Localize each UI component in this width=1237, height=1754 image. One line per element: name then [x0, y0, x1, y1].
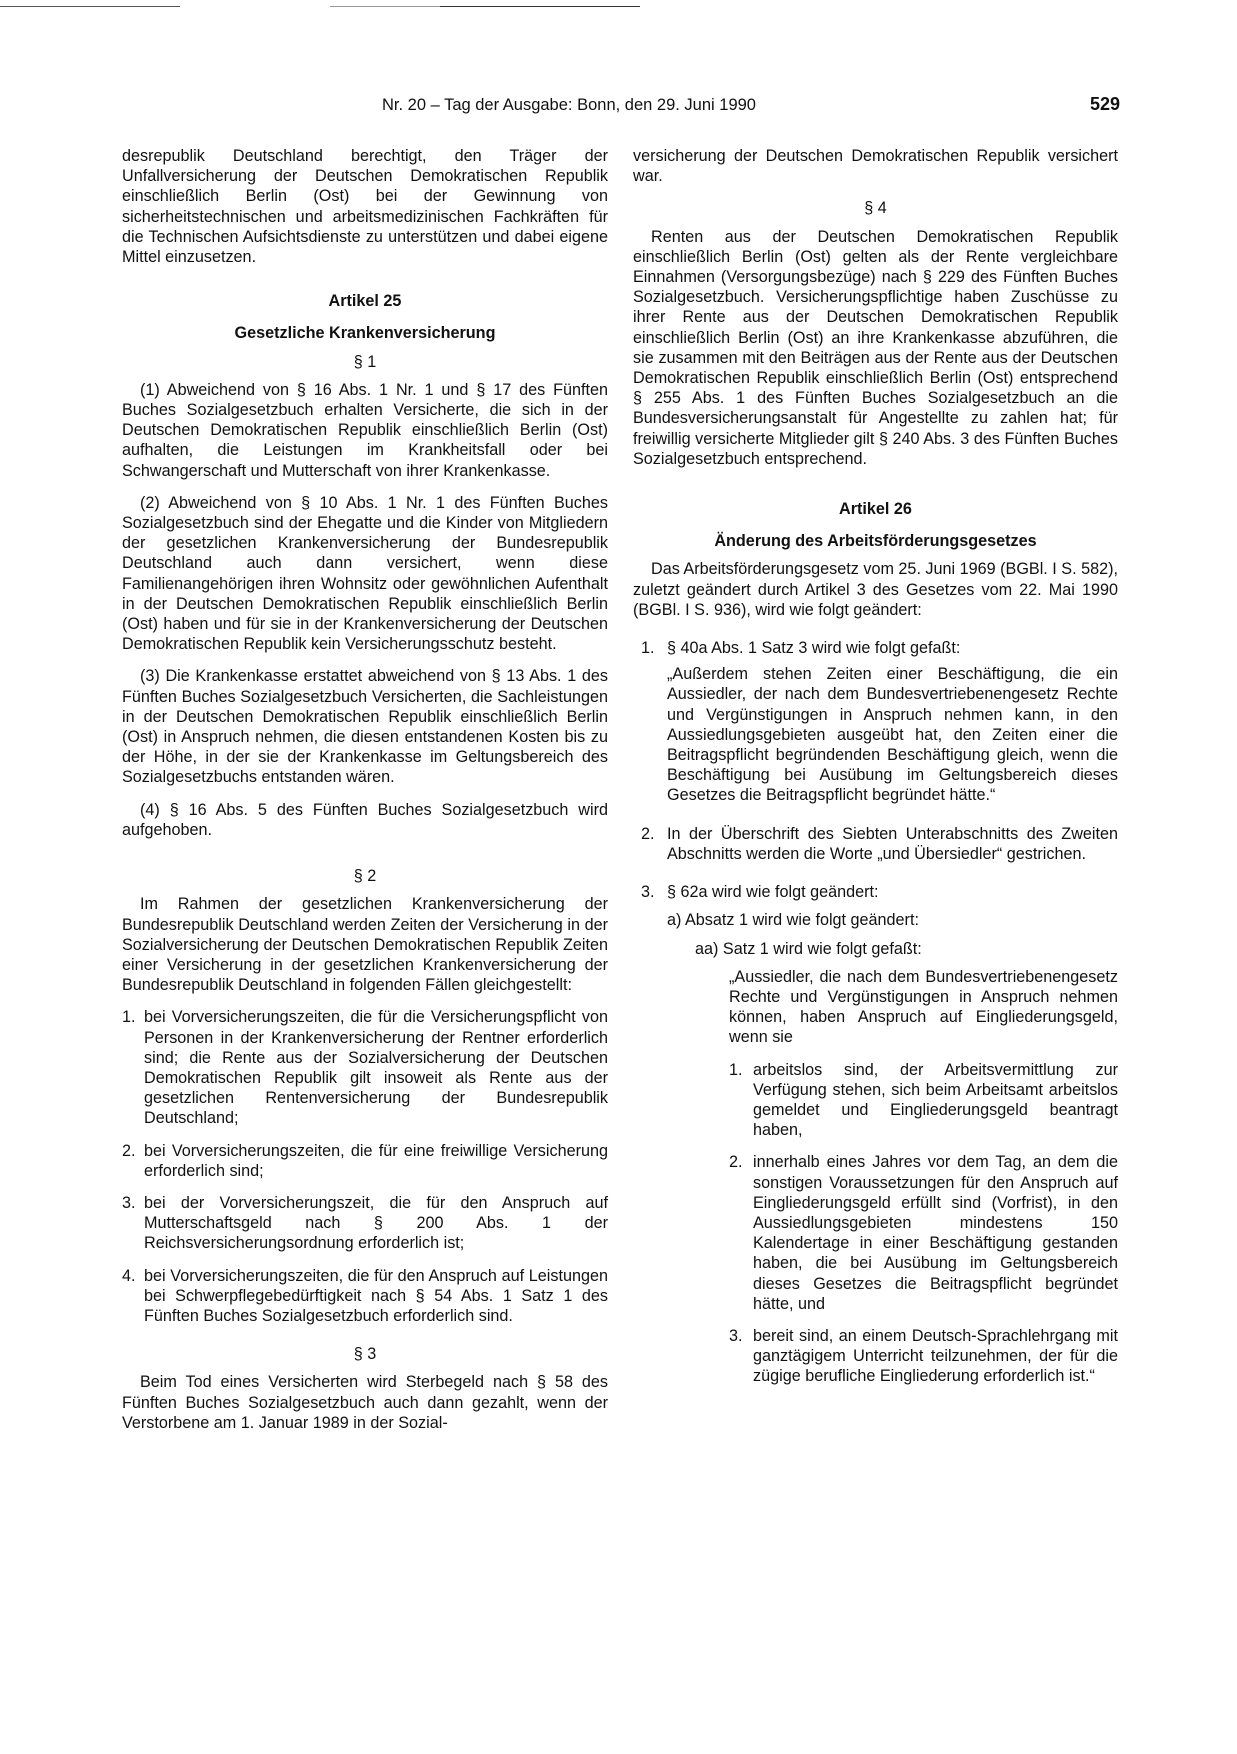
list-item-text: arbeitslos sind, der Arbeitsvermittlung zur Verfügung stehen, sich beim Arbeitsamt arbeitslos gemeldet und Eingliederungsgeld beantragt haben,: [753, 1060, 1118, 1140]
artikel-26-subtitle: Änderung des Arbeitsförderungsgesetzes: [714, 532, 1037, 551]
list-item-number: 3.: [122, 1193, 136, 1212]
amendment-item-text: In der Überschrift des Siebten Unterabschnitts des Zweiten Abschnitts werden die Worte „und Übersiedler“ gestrichen.: [667, 824, 1118, 863]
section-1-abs-3: (3) Die Krankenkasse erstattet abweichend von § 13 Abs. 1 des Fünften Buches Sozialgesetzbuch Versicherten, die Sachleistungen in der Deutschen Demokratischen Republik einschließlich Berlin (Ost) in Anspruch nehmen, die diesen entstandenen Kosten bis zu der Höhe, in der sie der Krankenkasse im Geltungsbereich des Sozialgesetzbuchs entstanden wären.: [122, 667, 608, 787]
left-column: [122, 146, 608, 1445]
list-item-number: 4.: [122, 1266, 136, 1285]
list-item-text: bereit sind, an einem Deutsch-Sprachlehrgang mit ganztägigem Unterricht teilzunehmen, der für die zügige berufliche Eingliederung erforderlich ist.“: [753, 1326, 1118, 1386]
amendment-item-number: 3.: [641, 883, 655, 902]
list-item: [122, 1141, 608, 1181]
artikel-25-subtitle: Gesetzliche Krankenversicherung: [234, 324, 496, 343]
section-1-heading: § 1: [353, 352, 377, 371]
list-item-text: bei Vorversicherungszeiten, die für den Anspruch auf Leistungen bei Schwerpflegebedürftigkeit nach § 54 Abs. 1 Satz 1 des Fünften Buches Sozialgesetzbuch erforderlich sind.: [144, 1266, 608, 1325]
right-column: [633, 146, 1118, 1399]
list-item-number: 1.: [122, 1008, 136, 1027]
page-header: [120, 96, 1120, 120]
intro-paragraph: desrepublik Deutschland berechtigt, den Träger der Unfallversicherung der Deutschen Demokratischen Republik einschließlich Berlin (Ost) bei der Gewinnung von sicherheitstechnischen und arbeitsmedizinischen Fachkräften für die Technischen Aufsichtsdienste zu unterstützen und dabei eigene Mittel einzusetzen.: [122, 147, 608, 267]
artikel-26-intro: Das Arbeitsförderungsgesetz vom 25. Juni 1969 (BGBl. I S. 582), zuletzt geändert durch Artikel 3 des Gesetzes vom 22. Mai 1990 (BGBl. I S. 936), wird wie folgt geändert:: [633, 560, 1118, 619]
list-item: [122, 1193, 608, 1254]
issue-line: Nr. 20 – Tag der Ausgabe: Bonn, den 29. Juni 1990: [382, 96, 756, 114]
amendment-item-number: 1.: [641, 639, 655, 658]
amendment-item-text: § 40a Abs. 1 Satz 3 wird wie folgt gefaßt:: [667, 639, 961, 658]
amendment-quote: „Außerdem stehen Zeiten einer Beschäftigung, die ein Aussiedler, der nach dem Bundesvertriebenengesetz Rechte und Vergünstigungen in Anspruch nehmen kann, in den Aussiedlungsgebieten ausgeübt hat, den Zeiten einer die Beitragspflicht begründenden Beschäftigung gleich, wenn die Beschäftigung bei Ausübung im Geltungsbereich dieses Gesetzes die Beitragspflicht begründet hätte.“: [667, 665, 1118, 805]
list-item-number: 2.: [122, 1141, 136, 1160]
page-number: 529: [1089, 94, 1120, 114]
list-item-text: innerhalb eines Jahres vor dem Tag, an dem die sonstigen Voraussetzungen für den Anspruch auf Eingliederungsgeld erfüllt sind (Vorfrist), in den Aussiedlungsgebieten mindestens 150 Kalendertage in einer Beschäftigung gestanden haben, die bei Ausübung im Geltungsbereich dieses Gesetzes die Beitragspflicht begründet hätte, und: [753, 1153, 1118, 1313]
amendment-subitem-aa: aa) Satz 1 wird wie folgt gefaßt:: [695, 939, 922, 958]
section-3-text: Beim Tod eines Versicherten wird Sterbegeld nach § 58 des Fünften Buches Sozialgesetzbuch auch dann gezahlt, wenn der Verstorbene am 1. Januar 1989 in der Sozial-: [122, 1373, 608, 1432]
amendment-item-text: § 62a wird wie folgt geändert:: [667, 883, 879, 902]
amendment-item: [641, 638, 1118, 658]
section-3-heading: § 3: [353, 1345, 377, 1364]
list-item-number: 3.: [729, 1326, 743, 1345]
list-item-number: 1.: [729, 1060, 743, 1079]
section-2-heading: § 2: [353, 867, 377, 886]
list-item: [729, 1152, 1118, 1314]
amendment-quote: „Aussiedler, die nach dem Bundesvertriebenengesetz Rechte und Vergünstigungen in Anspruch nehmen können, haben Anspruch auf Eingliederungsgeld, wenn sie: [729, 967, 1118, 1047]
list-item: [122, 1266, 608, 1327]
scan-artifact-line: [0, 6, 180, 7]
artikel-26-title: Artikel 26: [839, 500, 912, 519]
amendment-item: [641, 824, 1118, 864]
amendment-item-number: 2.: [641, 824, 655, 843]
list-item-text: bei Vorversicherungszeiten, die für eine freiwillige Versicherung erforderlich sind;: [144, 1141, 608, 1180]
section-1-abs-1: (1) Abweichend von § 16 Abs. 1 Nr. 1 und § 17 des Fünften Buches Sozialgesetzbuch erhalten Versicherte, die sich in der Deutschen Demokratischen Republik einschließlich Berlin (Ost) aufhalten, die Leistungen im Krankheitsfall oder bei Schwangerschaft und Mutterschaft von ihrer Krankenkasse.: [122, 380, 608, 480]
scan-artifact-line: [330, 6, 440, 7]
list-item: [729, 1326, 1118, 1387]
amendment-item: [641, 882, 1118, 902]
list-item-text: bei der Vorversicherungszeit, die für den Anspruch auf Mutterschaftsgeld nach § 200 Abs. 1 der Reichsversicherungsordnung erforderlich ist;: [144, 1193, 608, 1253]
artikel-25-title: Artikel 25: [328, 292, 402, 311]
section-1-abs-4: (4) § 16 Abs. 5 des Fünften Buches Sozialgesetzbuch wird aufgehoben.: [122, 800, 608, 839]
amendment-subitem-a: a) Absatz 1 wird wie folgt geändert:: [667, 911, 919, 930]
scan-artifact-line: [440, 6, 640, 7]
list-item: [729, 1060, 1118, 1141]
section-4-heading: § 4: [864, 199, 887, 218]
section-4-text: Renten aus der Deutschen Demokratischen Republik einschließlich Berlin (Ost) gelten als der Rente vergleichbare Einnahmen (Versorgungsbezüge) nach § 229 des Fünften Buches Sozialgesetzbuch. Versicherungspflichtige haben Zuschüsse zu ihrer Rente aus der Deutschen Demokratischen Republik einschließlich Berlin (Ost) an ihre Krankenkasse abzuführen, die sie zusammen mit den Beiträgen aus der Rente aus der Deutschen Demokratischen Republik einschließlich Berlin (Ost) entsprechend § 255 Abs. 1 des Fünften Buches Sozialgesetzbuch an die Bundesversicherungsanstalt für Angestellte zu zahlen hat; für freiwillig versicherte Mitglieder gilt § 240 Abs. 3 des Fünften Buches Sozialgesetzbuch entsprechend.: [633, 227, 1118, 468]
section-1-abs-2: (2) Abweichend von § 10 Abs. 1 Nr. 1 des Fünften Buches Sozialgesetzbuch sind der Ehegatte und die Kinder von Mitgliedern der gesetzlichen Krankenversicherung der Bundesrepublik Deutschland auch dann versichert, wenn diese Familienangehörigen ihren Wohnsitz oder gewöhnlichen Aufenthalt in der Deutschen Demokratischen Republik einschließlich Berlin (Ost) haben und für sie in der Krankenversicherung der Deutschen Demokratischen Republik kein Versicherungsschutz besteht.: [122, 493, 608, 654]
list-item: [122, 1007, 608, 1128]
continued-paragraph: versicherung der Deutschen Demokratischen Republik versichert war.: [633, 147, 1118, 186]
list-item-text: bei Vorversicherungszeiten, die für die Versicherungspflicht von Personen in der Krankenversicherung der Rentner erforderlich sind; die Rente aus der Sozialversicherung der Deutschen Demokratischen Republik gilt insoweit als Rente aus der gesetzlichen Rentenversicherung der Bundesrepublik Deutschland;: [144, 1008, 608, 1128]
list-item-number: 2.: [729, 1153, 743, 1172]
section-2-text: Im Rahmen der gesetzlichen Krankenversicherung der Bundesrepublik Deutschland werden Zeiten der Versicherung in der Sozialversicherung der Deutschen Demokratischen Republik Zeiten einer Versicherung in der gesetzlichen Krankenversicherung der Bundesrepublik Deutschland in folgenden Fällen gleichgestellt:: [122, 895, 608, 995]
